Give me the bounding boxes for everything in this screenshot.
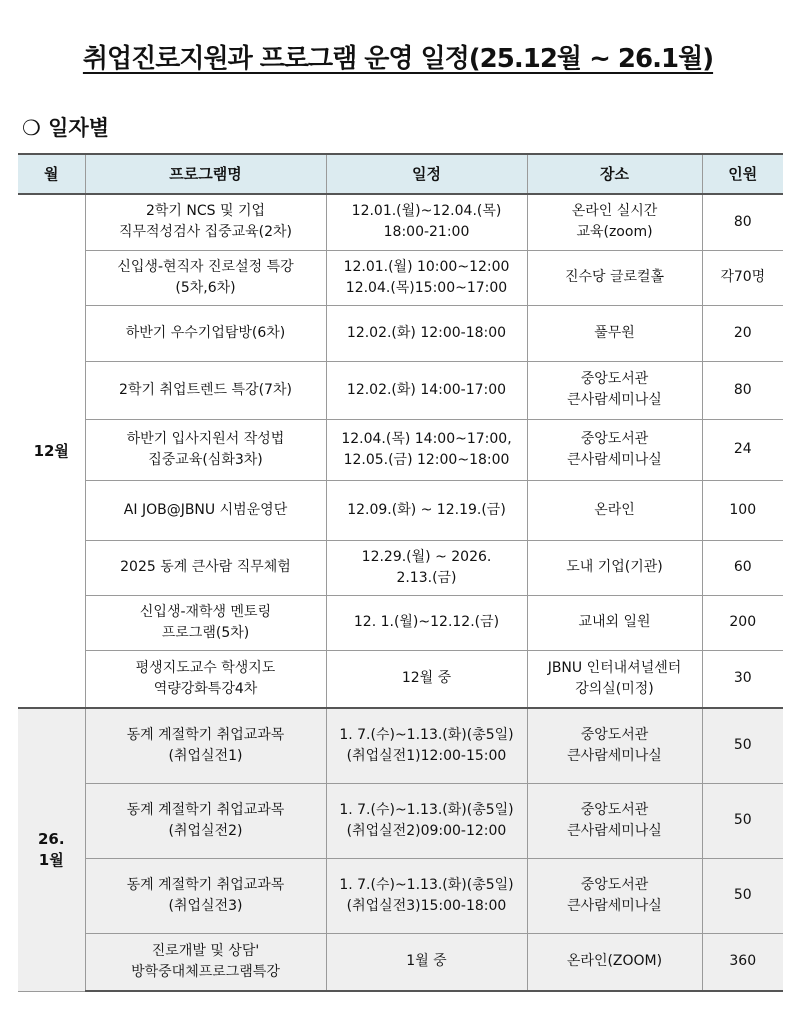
place-cell: 중앙도서관 큰사람세미나실	[527, 858, 702, 933]
count-cell: 100	[702, 480, 783, 540]
place-cell: 도내 기업(기관)	[527, 540, 702, 595]
place-cell: 중앙도서관 큰사람세미나실	[527, 783, 702, 858]
table-row	[18, 480, 783, 540]
schedule-cell: 1. 7.(수)~1.13.(화)(총5일) (취업실전3)15:00-18:00	[326, 858, 527, 933]
month-cell-january: 26. 1월	[18, 708, 85, 991]
count-cell: 각70명	[702, 250, 783, 305]
schedule-cell: 12.09.(화) ~ 12.19.(금)	[326, 480, 527, 540]
table-row	[18, 650, 783, 708]
section-heading: ❍ 일자별	[22, 116, 109, 140]
program-cell: 2학기 취업트렌드 특강(7차)	[85, 361, 326, 419]
table-row	[18, 305, 783, 361]
place-cell: 중앙도서관 큰사람세미나실	[527, 419, 702, 480]
month-cell-december: 12월	[18, 194, 85, 708]
schedule-cell: 12.01.(월) 10:00~12:00 12.04.(목)15:00~17:00	[326, 250, 527, 305]
schedule-cell: 12월 중	[326, 650, 527, 708]
count-cell: 200	[702, 595, 783, 650]
program-cell: 동계 계절학기 취업교과목 (취업실전3)	[85, 858, 326, 933]
schedule-cell: 12.02.(화) 14:00-17:00	[326, 361, 527, 419]
place-cell: 온라인 실시간 교육(zoom)	[527, 194, 702, 250]
schedule-cell: 1월 중	[326, 933, 527, 991]
program-cell: 신입생-재학생 멘토링 프로그램(5차)	[85, 595, 326, 650]
table-row	[18, 933, 783, 991]
table-row	[18, 595, 783, 650]
place-cell: 중앙도서관 큰사람세미나실	[527, 708, 702, 783]
count-cell: 50	[702, 708, 783, 783]
count-cell: 20	[702, 305, 783, 361]
header-schedule: 일정	[326, 154, 527, 194]
schedule-cell: 12. 1.(월)~12.12.(금)	[326, 595, 527, 650]
count-cell: 80	[702, 361, 783, 419]
table-row	[18, 858, 783, 933]
table-row	[18, 419, 783, 480]
place-cell: 온라인	[527, 480, 702, 540]
count-cell: 50	[702, 783, 783, 858]
header-month: 월	[18, 154, 85, 194]
count-cell: 24	[702, 419, 783, 480]
table-row	[18, 540, 783, 595]
schedule-cell: 12.29.(월) ~ 2026. 2.13.(금)	[326, 540, 527, 595]
program-cell: 하반기 입사지원서 작성법 집중교육(심화3차)	[85, 419, 326, 480]
table-header-row	[18, 154, 783, 194]
place-cell: 중앙도서관 큰사람세미나실	[527, 361, 702, 419]
program-cell: 신입생-현직자 진로설정 특강 (5차,6차)	[85, 250, 326, 305]
count-cell: 360	[702, 933, 783, 991]
schedule-cell: 1. 7.(수)~1.13.(화)(총5일) (취업실전2)09:00-12:00	[326, 783, 527, 858]
header-program: 프로그램명	[85, 154, 326, 194]
table-row	[18, 361, 783, 419]
header-count: 인원	[702, 154, 783, 194]
table-row	[18, 250, 783, 305]
program-cell: 2학기 NCS 및 기업 직무적성검사 집중교육(2차)	[85, 194, 326, 250]
schedule-cell: 12.04.(목) 14:00~17:00, 12.05.(금) 12:00~18:00	[326, 419, 527, 480]
page-title: 취업진로지원과 프로그램 운영 일정(25.12월 ~ 26.1월)	[82, 44, 714, 74]
program-cell: 하반기 우수기업탐방(6차)	[85, 305, 326, 361]
program-cell: 2025 동계 큰사람 직무체험	[85, 540, 326, 595]
place-cell: 교내외 일원	[527, 595, 702, 650]
count-cell: 60	[702, 540, 783, 595]
program-cell: AI JOB@JBNU 시범운영단	[85, 480, 326, 540]
program-cell: 동계 계절학기 취업교과목 (취업실전2)	[85, 783, 326, 858]
place-cell: 진수당 글로컬홀	[527, 250, 702, 305]
program-cell: 진로개발 및 상담' 방학중대체프로그램특강	[85, 933, 326, 991]
schedule-cell: 12.02.(화) 12:00-18:00	[326, 305, 527, 361]
table-row	[18, 194, 783, 250]
header-place: 장소	[527, 154, 702, 194]
schedule-table	[18, 153, 783, 992]
schedule-cell: 1. 7.(수)~1.13.(화)(총5일) (취업실전1)12:00-15:00	[326, 708, 527, 783]
schedule-cell: 12.01.(월)~12.04.(목) 18:00-21:00	[326, 194, 527, 250]
count-cell: 50	[702, 858, 783, 933]
table-row	[18, 783, 783, 858]
program-cell: 동계 계절학기 취업교과목 (취업실전1)	[85, 708, 326, 783]
table-row	[18, 708, 783, 783]
place-cell: JBNU 인터내셔널센터 강의실(미정)	[527, 650, 702, 708]
count-cell: 80	[702, 194, 783, 250]
place-cell: 온라인(ZOOM)	[527, 933, 702, 991]
program-cell: 평생지도교수 학생지도 역량강화특강4차	[85, 650, 326, 708]
place-cell: 풀무원	[527, 305, 702, 361]
count-cell: 30	[702, 650, 783, 708]
